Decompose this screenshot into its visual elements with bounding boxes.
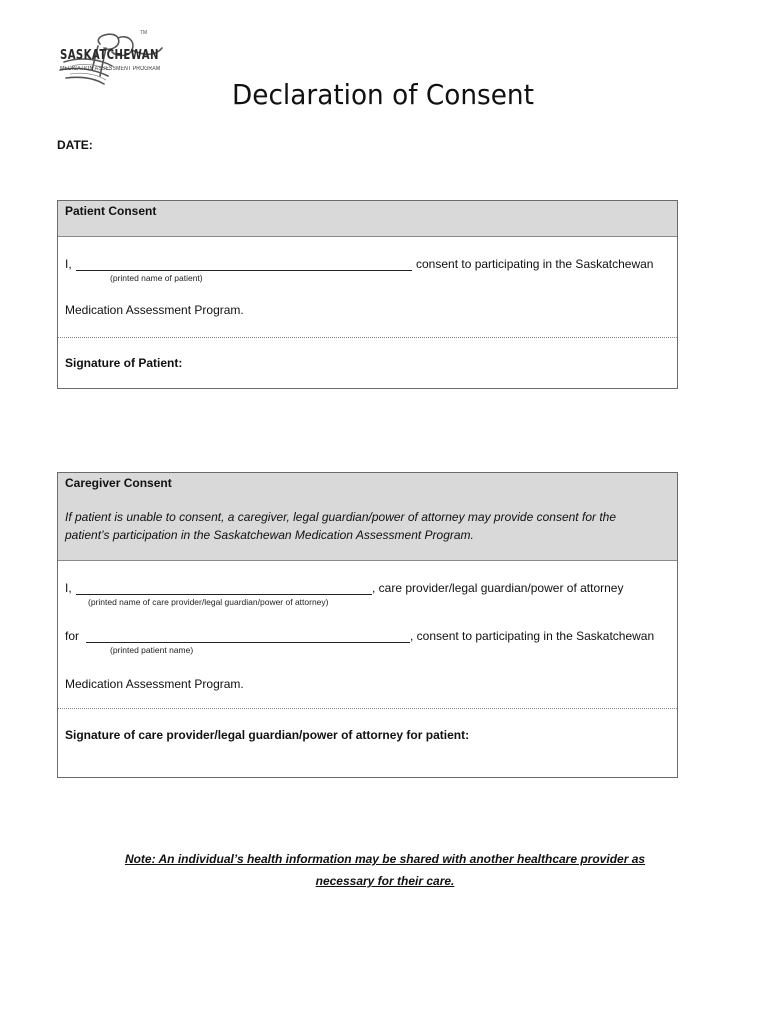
logo-wordmark: SASKATCHEWAN: [60, 48, 159, 63]
patient-signature-label: Signature of Patient:: [65, 356, 183, 370]
date-label: DATE:: [57, 138, 93, 152]
caregiver-signature-label: Signature of care provider/legal guardian/power of attorney for patient:: [65, 728, 470, 742]
caregiver-prefix: I,: [65, 581, 72, 595]
patient-name-input-line[interactable]: [76, 270, 412, 271]
privacy-note: [57, 848, 713, 892]
privacy-note-line2: necessary for their care.: [315, 874, 455, 888]
caregiver-name-caption: (printed name of care provider/legal guardian/power of attorney): [88, 597, 329, 607]
caregiver-instructions-line1: If patient is unable to consent, a caregiver, legal guardian/power of attorney may provide consent for the: [65, 510, 616, 524]
caregiver-patient-caption: (printed patient name): [110, 645, 194, 655]
patient-name-row: [58, 237, 677, 337]
page-title: Declaration of Consent: [232, 78, 534, 111]
caregiver-consent-heading: Caregiver Consent: [65, 476, 172, 490]
privacy-note-line1: Note: An individual’s health information may be shared with another healthcare provider as: [124, 852, 646, 866]
caregiver-consent-header: [58, 473, 677, 561]
patient-consent-text: consent to participating in the Saskatchewan: [416, 257, 654, 271]
caregiver-role-text: , care provider/legal guardian/power of attorney: [372, 581, 624, 595]
logo-trademark: TM: [140, 30, 148, 36]
patient-signature-row[interactable]: [58, 337, 677, 390]
caregiver-instructions-line2: patient’s participation in the Saskatchewan Medication Assessment Program.: [65, 528, 474, 542]
caregiver-name-input-line[interactable]: [76, 594, 372, 595]
caregiver-for-label: for: [65, 629, 80, 643]
patient-program-text: Medication Assessment Program.: [65, 303, 244, 317]
caregiver-name-row: [58, 561, 677, 708]
patient-prefix: I,: [65, 257, 72, 271]
caregiver-patient-name-input-line[interactable]: [86, 642, 410, 643]
caregiver-signature-row[interactable]: [58, 708, 677, 778]
patient-consent-header: [58, 201, 677, 237]
logo-subtitle: MEDICATION ASSESSMENT PROGRAM: [60, 66, 161, 72]
caregiver-program-text: Medication Assessment Program.: [65, 677, 244, 691]
patient-consent-heading: Patient Consent: [65, 204, 157, 218]
caregiver-consent-box: [57, 472, 678, 778]
caregiver-consent-text: , consent to participating in the Saskatchewan: [410, 629, 655, 643]
patient-name-caption: (printed name of patient): [110, 273, 203, 283]
patient-consent-box: [57, 200, 678, 389]
